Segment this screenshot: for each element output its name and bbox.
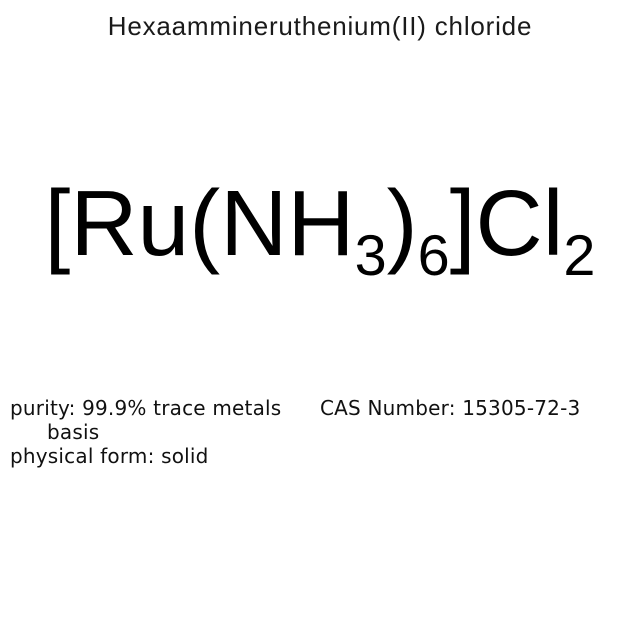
formula-segment: ) (386, 171, 418, 275)
cas-number-value: 15305-72-3 (462, 396, 581, 420)
formula-subscript: 2 (563, 224, 596, 289)
property-list (10, 396, 322, 468)
cas-number-label: CAS Number: (320, 396, 456, 420)
formula-subscript: 6 (417, 224, 450, 289)
formula-subscript: 3 (354, 224, 387, 289)
physical-form-label: physical form: (10, 444, 155, 468)
physical-form-line (10, 444, 322, 468)
purity-label: purity: (10, 396, 76, 420)
purity-line (10, 396, 322, 444)
purity-value: 99.9% trace metals basis (47, 396, 282, 444)
formula-segment: [Ru(NH (44, 171, 355, 275)
chemical-formula (0, 171, 640, 289)
cas-number-line (320, 396, 580, 420)
compound-name: Hexaammineruthenium(II) chloride (107, 11, 533, 41)
formula-segment: ]Cl (449, 171, 564, 275)
physical-form-value: solid (161, 444, 209, 468)
